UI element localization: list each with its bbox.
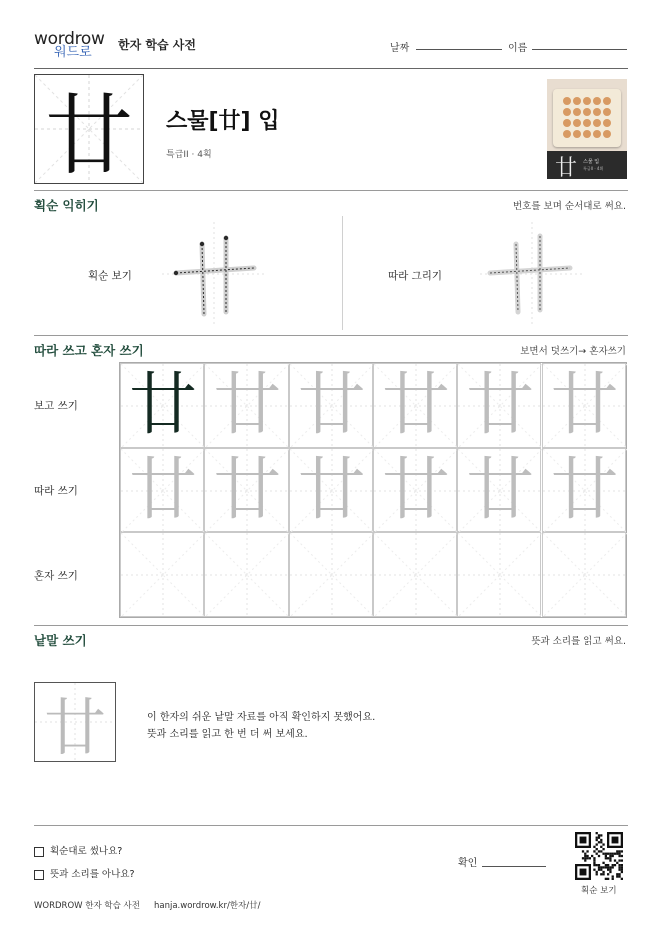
date-label: 날짜 <box>390 43 410 54</box>
confirm-field[interactable] <box>482 866 546 867</box>
check-meaning-sound-label: 뜻과 소리를 아나요? <box>50 869 135 880</box>
practice-cell[interactable] <box>373 532 457 617</box>
trace-character: 廿 <box>297 366 366 445</box>
logo-wordmark: wordrow <box>34 29 105 49</box>
footer-url[interactable]: hanja.wordrow.kr/한자/廿/ <box>154 901 261 911</box>
practice-cell[interactable] <box>120 363 204 448</box>
practice-row-label: 따라 쓰기 <box>34 485 78 497</box>
model-character: 廿 <box>128 366 197 445</box>
practice-cell[interactable] <box>542 363 626 448</box>
name-field[interactable] <box>532 49 627 50</box>
practice-cell[interactable] <box>289 363 373 448</box>
practice-cell[interactable] <box>204 532 288 617</box>
footer-brand: WORDROW 한자 학습 사전 <box>34 901 140 911</box>
logo[interactable] <box>34 30 114 66</box>
thumbnail-reading: 스물 입 <box>583 159 600 165</box>
practice-section-hint: 보면서 덧쓰기→ 혼자쓰기 <box>520 346 626 357</box>
word-message-line1: 이 한자의 쉬운 낱말 자료를 아직 확인하지 못했어요. <box>147 712 376 723</box>
trace-character: 廿 <box>381 366 450 445</box>
practice-cell[interactable] <box>373 448 457 533</box>
trace-character: 廿 <box>297 450 366 530</box>
practice-cell[interactable] <box>120 532 204 617</box>
trace-character: 廿 <box>213 450 282 530</box>
trace-character: 廿 <box>381 450 450 530</box>
stroke-view-diagram <box>162 222 266 326</box>
hero-thumbnail <box>547 79 627 179</box>
practice-cell[interactable] <box>457 532 541 617</box>
trace-character: 廿 <box>128 450 197 530</box>
date-field[interactable] <box>416 49 502 50</box>
stroke-trace-diagram[interactable] <box>480 222 584 326</box>
checkbox[interactable] <box>34 870 44 880</box>
stroke-view-label: 획순 보기 <box>88 270 132 282</box>
practice-cell[interactable] <box>457 363 541 448</box>
hero-meta: 특급II · 4획 <box>166 150 212 160</box>
trace-character: 廿 <box>466 450 535 530</box>
qr-code[interactable] <box>575 832 623 880</box>
hero-character: 廿 <box>44 84 133 187</box>
hero-reading: 스물[廿] 입 <box>166 109 280 134</box>
practice-row-label: 보고 쓰기 <box>34 400 78 412</box>
thumbnail-footer <box>547 151 627 179</box>
logo-korean: 워드로 <box>54 45 92 60</box>
stroke-trace-label: 따라 그리기 <box>388 270 443 282</box>
practice-cell[interactable] <box>542 532 626 617</box>
practice-cell[interactable] <box>542 448 626 533</box>
word-message-line2: 뜻과 소리를 읽고 한 번 더 써 보세요. <box>147 729 308 740</box>
confirm-label: 확인 <box>458 858 478 869</box>
header-title: 한자 학습 사전 <box>118 38 196 52</box>
thumbnail-dots <box>553 89 621 147</box>
cell-guide-lines <box>374 533 458 617</box>
thumbnail-character: 廿 <box>555 156 578 179</box>
practice-cell[interactable] <box>204 448 288 533</box>
check-stroke-order[interactable] <box>34 843 122 857</box>
thumbnail-sub: 특급II · 4획 <box>583 166 604 171</box>
cell-guide-lines <box>205 533 289 617</box>
trace-character: 廿 <box>466 366 535 445</box>
cell-guide-lines <box>121 533 205 617</box>
trace-character: 廿 <box>550 366 619 445</box>
checkbox[interactable] <box>34 847 44 857</box>
cell-guide-lines <box>543 533 627 617</box>
hero-divider <box>34 190 628 191</box>
stroke-divider <box>34 335 628 336</box>
hero-character-box <box>34 74 144 187</box>
word-divider <box>34 825 628 826</box>
check-stroke-order-label: 획순대로 썼나요? <box>50 846 123 857</box>
practice-cell[interactable] <box>373 363 457 448</box>
qr-caption: 획순 보기 <box>581 886 617 896</box>
practice-row-label: 혼자 쓰기 <box>34 570 78 582</box>
word-character: 廿 <box>43 690 106 764</box>
word-character-box[interactable] <box>34 682 116 762</box>
trace-character: 廿 <box>213 366 282 445</box>
word-section-title: 낱말 쓰기 <box>34 633 87 648</box>
practice-grid <box>119 362 627 618</box>
name-label: 이름 <box>508 43 528 54</box>
practice-cell[interactable] <box>289 448 373 533</box>
stroke-section-hint: 번호를 보며 순서대로 써요. <box>512 201 626 212</box>
trace-character: 廿 <box>550 450 619 530</box>
stroke-section-vertical-divider <box>342 216 343 330</box>
practice-cell[interactable] <box>457 448 541 533</box>
practice-cell[interactable] <box>289 532 373 617</box>
practice-divider <box>34 625 628 626</box>
word-section-hint: 뜻과 소리를 읽고 써요. <box>531 636 626 647</box>
stroke-section-title: 획순 익히기 <box>34 198 99 213</box>
thumbnail-panel <box>553 89 621 147</box>
cell-guide-lines <box>458 533 542 617</box>
practice-section-title: 따라 쓰고 혼자 쓰기 <box>34 343 144 358</box>
practice-cell[interactable] <box>120 448 204 533</box>
check-meaning-sound[interactable] <box>34 866 135 880</box>
practice-cell[interactable] <box>204 363 288 448</box>
cell-guide-lines <box>290 533 374 617</box>
